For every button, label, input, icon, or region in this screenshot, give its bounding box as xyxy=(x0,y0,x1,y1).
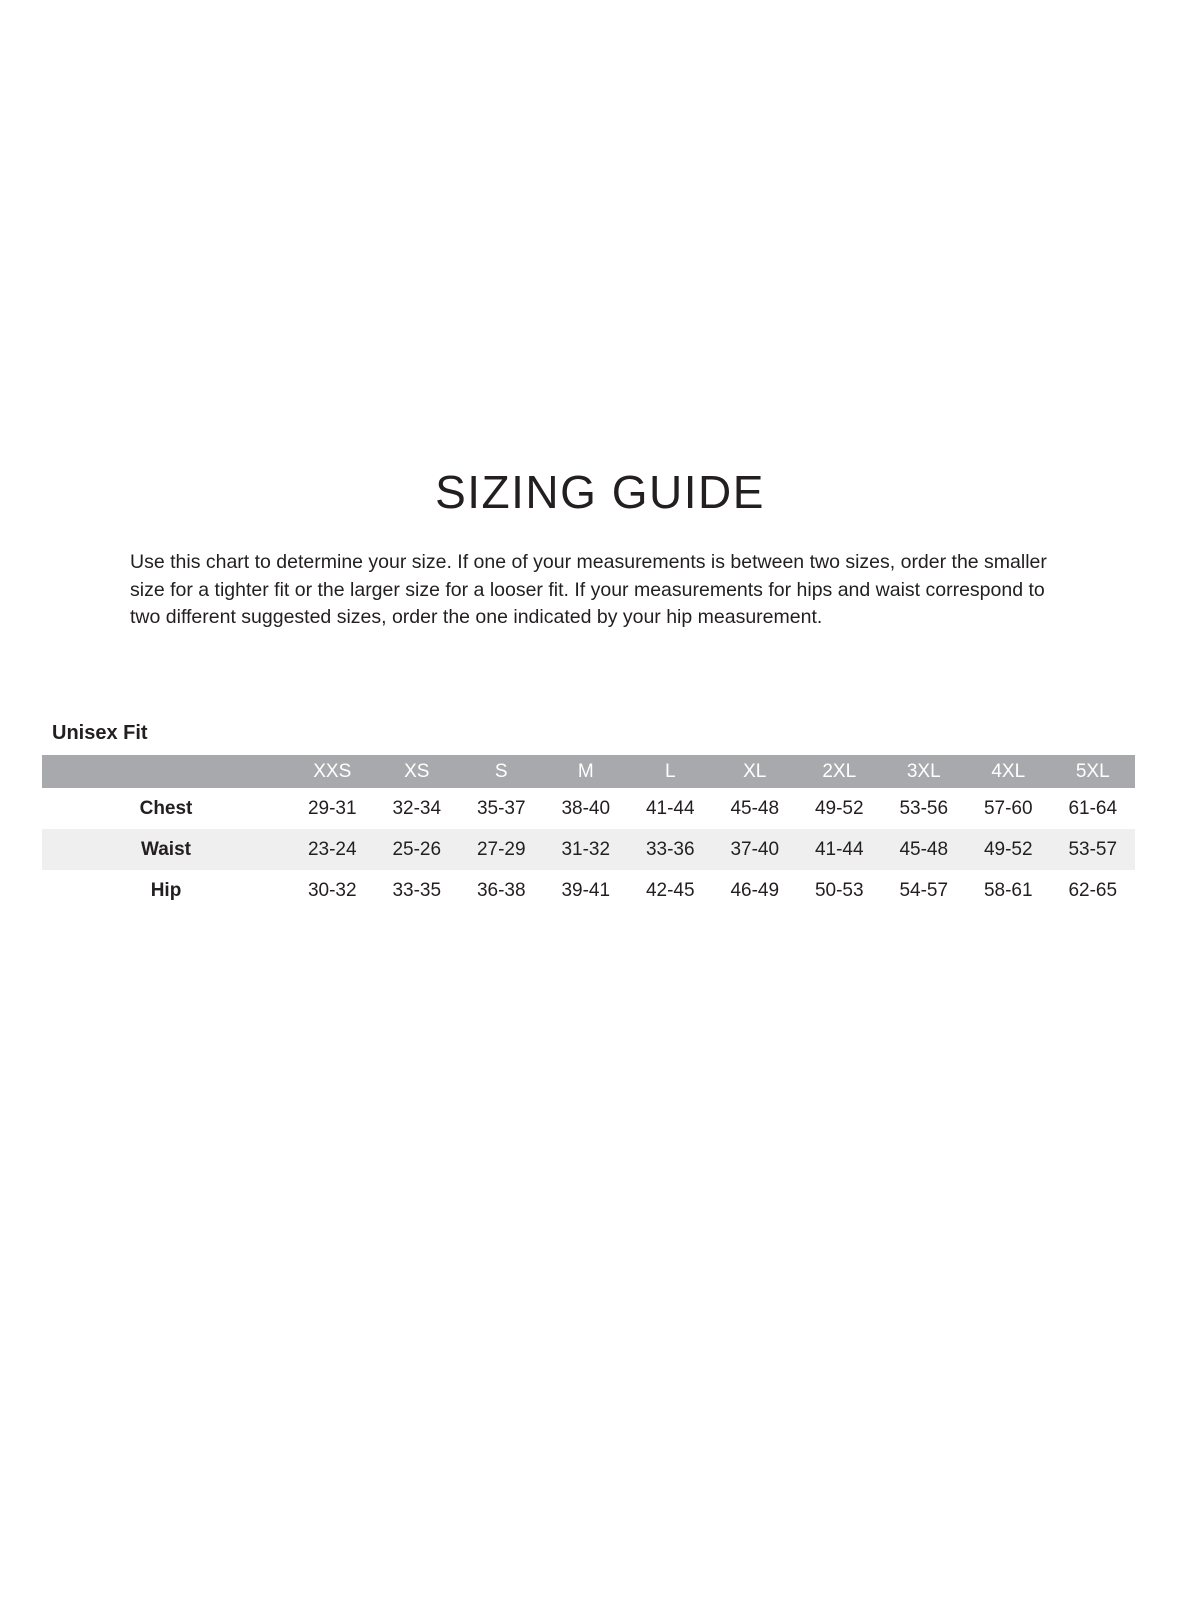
size-cell: 49-52 xyxy=(814,797,864,819)
size-column-header: L xyxy=(628,755,713,788)
header-row xyxy=(42,755,1135,788)
size-column-header: XS xyxy=(375,755,460,788)
size-cell: 61-64 xyxy=(1068,797,1118,819)
size-cell: 33-36 xyxy=(645,838,695,860)
size-table xyxy=(42,755,1135,911)
size-column-header: M xyxy=(544,755,629,788)
size-cell: 23-24 xyxy=(307,838,357,860)
size-cell: 37-40 xyxy=(730,838,780,860)
table-corner-cell xyxy=(42,755,290,788)
size-cell: 42-45 xyxy=(645,879,695,901)
intro-paragraph: Use this chart to determine your size. If one of your measurements is between two sizes, order the smaller size for a tighter fit or the larger size for a looser fit. If your measurements for hips and waist correspond to two different suggested sizes, order the one indicated by your hip measurement. xyxy=(130,551,1047,629)
size-cell: 53-57 xyxy=(1068,838,1118,860)
size-cell: 49-52 xyxy=(983,838,1033,860)
size-column-header: 5XL xyxy=(1051,755,1136,788)
table-row-hip xyxy=(42,870,1135,911)
size-column-header: 4XL xyxy=(966,755,1051,788)
size-cell: 36-38 xyxy=(476,879,526,901)
size-cell: 45-48 xyxy=(730,797,780,819)
size-cell: 39-41 xyxy=(561,879,611,901)
size-cell: 53-56 xyxy=(899,797,949,819)
size-cell: 32-34 xyxy=(392,797,442,819)
size-cell: 41-44 xyxy=(814,838,864,860)
row-label-chest: Chest xyxy=(139,797,193,819)
size-cell: 35-37 xyxy=(476,797,526,819)
size-cell: 38-40 xyxy=(561,797,611,819)
size-cell: 41-44 xyxy=(645,797,695,819)
size-cell: 27-29 xyxy=(476,838,526,860)
size-column-header: XXS xyxy=(290,755,375,788)
size-column-header: 3XL xyxy=(882,755,967,788)
row-label-waist: Waist xyxy=(141,838,191,860)
table-row-waist xyxy=(42,829,1135,870)
size-cell: 54-57 xyxy=(899,879,949,901)
size-column-header: S xyxy=(459,755,544,788)
size-cell: 58-61 xyxy=(983,879,1033,901)
size-cell: 50-53 xyxy=(814,879,864,901)
size-column-header: XL xyxy=(713,755,798,788)
size-cell: 57-60 xyxy=(983,797,1033,819)
size-cell: 29-31 xyxy=(307,797,357,819)
size-cell: 31-32 xyxy=(561,838,611,860)
section-label-unisex-fit: Unisex Fit xyxy=(52,722,148,745)
size-cell: 46-49 xyxy=(730,879,780,901)
size-cell: 25-26 xyxy=(392,838,442,860)
row-label-hip: Hip xyxy=(150,879,182,901)
size-column-header: 2XL xyxy=(797,755,882,788)
size-table-header xyxy=(42,755,1135,788)
size-cell: 30-32 xyxy=(307,879,357,901)
size-cell: 62-65 xyxy=(1068,879,1118,901)
table-row-chest xyxy=(42,788,1135,829)
size-cell: 45-48 xyxy=(899,838,949,860)
size-cell: 33-35 xyxy=(392,879,442,901)
page-title: SIZING GUIDE xyxy=(435,466,765,518)
